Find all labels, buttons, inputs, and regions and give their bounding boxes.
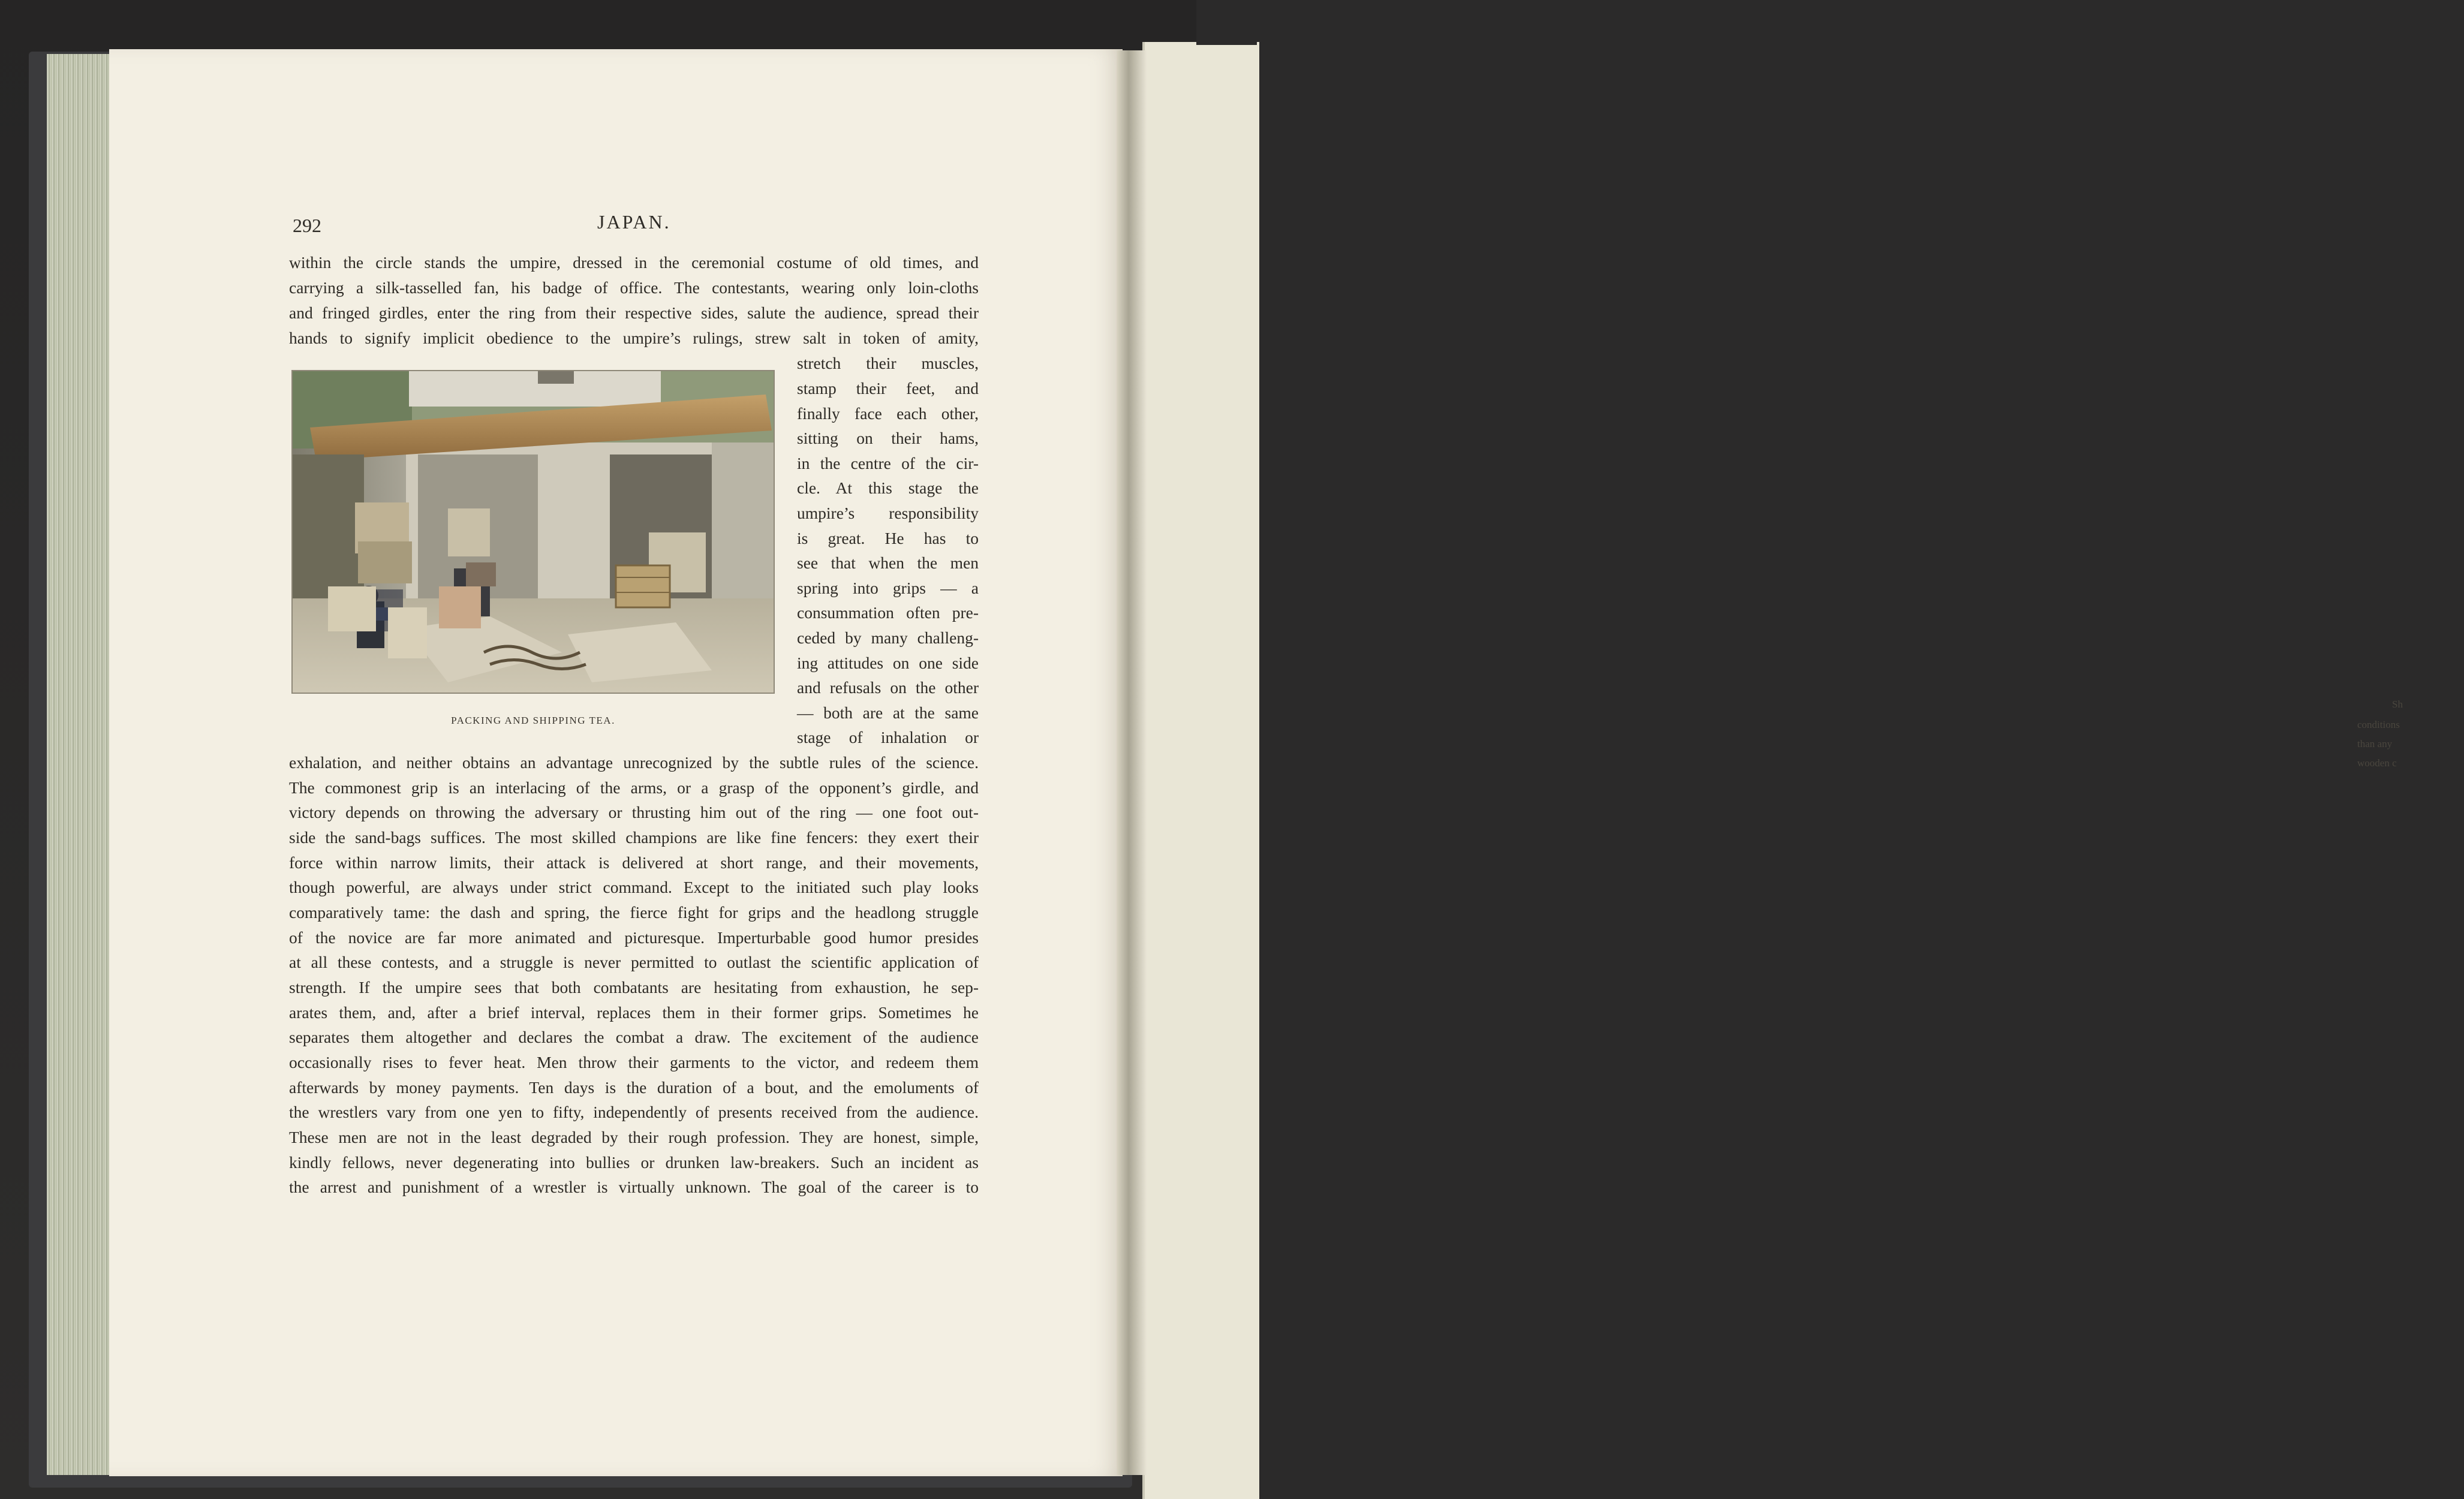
running-title: JAPAN. (597, 211, 671, 233)
text-line: ceded by many challeng- (797, 628, 979, 647)
photo-caption: PACKING AND SHIPPING TEA. (451, 715, 615, 726)
text-line: afterwards by money payments. Ten days is the duration of a bout, and the emoluments of (289, 1078, 979, 1097)
text-line: kindly fellows, never degenerating into bullies or drunken law-breakers. Such an incident as (289, 1153, 979, 1172)
text-line: at all these contests, and a struggle is never permitted to outlast the scientific application of (289, 953, 979, 971)
page-number: 292 (293, 215, 321, 236)
photograph-image (292, 371, 774, 693)
text-line: carrying a silk-tasselled fan, his badge of office. The contestants, wearing only loin-cloths (289, 278, 979, 297)
facing-page-fragment: wooden c (2357, 757, 2397, 769)
text-line: hands to signify implicit obedience to the umpire’s rulings, strew salt in token of amity, (289, 329, 979, 347)
text-line: victory depends on throwing the adversary or thrusting him out of the ring — one foot out- (289, 803, 979, 821)
text-line: stamp their feet, and (797, 379, 979, 398)
text-line: arates them, and, after a brief interval, replaces them in their former grips. Sometimes he (289, 1003, 979, 1022)
page-gutter (1117, 50, 1147, 1475)
text-line: force within narrow limits, their attack is delivered at short range, and their movements, (289, 853, 979, 872)
text-line: consummation often pre- (797, 603, 979, 622)
facing-page-fragment: conditions (2357, 719, 2400, 730)
text-line: the arrest and punishment of a wrestler is virtually unknown. The goal of the career is to (289, 1178, 979, 1196)
text-line: stretch their muscles, (797, 354, 979, 372)
text-line: strength. If the umpire sees that both combatants are hesitating from exhaustion, he sep- (289, 978, 979, 997)
facing-page-fragment: Sh (2392, 699, 2403, 710)
text-line: within the circle stands the umpire, dressed in the ceremonial costume of old times, and (289, 253, 979, 272)
text-line: side the sand-bags suffices. The most skilled champions are like fine fencers: they exert their (289, 828, 979, 847)
text-line: finally face each other, (797, 404, 979, 423)
text-line: sitting on their hams, (797, 429, 979, 447)
facing-page (1142, 42, 2403, 1499)
facing-page-fragment: than any (2357, 738, 2393, 750)
text-line: though powerful, are always under strict command. Except to the initiated such play looks (289, 878, 979, 896)
text-line: the wrestlers vary from one yen to fifty, independently of presents received from the audience. (289, 1103, 979, 1121)
background-corner (1196, 0, 1257, 45)
text-line: These men are not in the least degraded by their rough profession. They are honest, simple, (289, 1128, 979, 1146)
text-line: see that when the men (797, 553, 979, 572)
text-line: — both are at the same (797, 703, 979, 722)
text-line: spring into grips — a (797, 579, 979, 597)
text-line: ing attitudes on one side (797, 654, 979, 672)
text-line: of the novice are far more animated and picturesque. Imperturbable good humor presides (289, 928, 979, 947)
tea-packing-photograph (292, 371, 774, 693)
text-line: separates them altogether and declares the combat a draw. The excitement of the audience (289, 1028, 979, 1046)
text-line: stage of inhalation or (797, 728, 979, 747)
page-header (293, 211, 979, 240)
text-line: in the centre of the cir- (797, 454, 979, 472)
text-line: is great. He has to (797, 529, 979, 547)
page-edges (47, 54, 113, 1475)
text-line: occasionally rises to fever heat. Men throw their garments to the victor, and redeem them (289, 1053, 979, 1071)
text-line: comparatively tame: the dash and spring, the fierce fight for grips and the headlong struggle (289, 903, 979, 922)
text-line: and fringed girdles, enter the ring from their respective sides, salute the audience, spread their (289, 303, 979, 322)
text-line: and refusals on the other (797, 678, 979, 697)
text-line: exhalation, and neither obtains an advantage unrecognized by the subtle rules of the science. (289, 753, 979, 772)
text-line: umpire’s responsibility (797, 504, 979, 522)
text-line: The commonest grip is an interlacing of the arms, or a grasp of the opponent’s girdle, and (289, 778, 979, 797)
text-line: cle. At this stage the (797, 478, 979, 497)
